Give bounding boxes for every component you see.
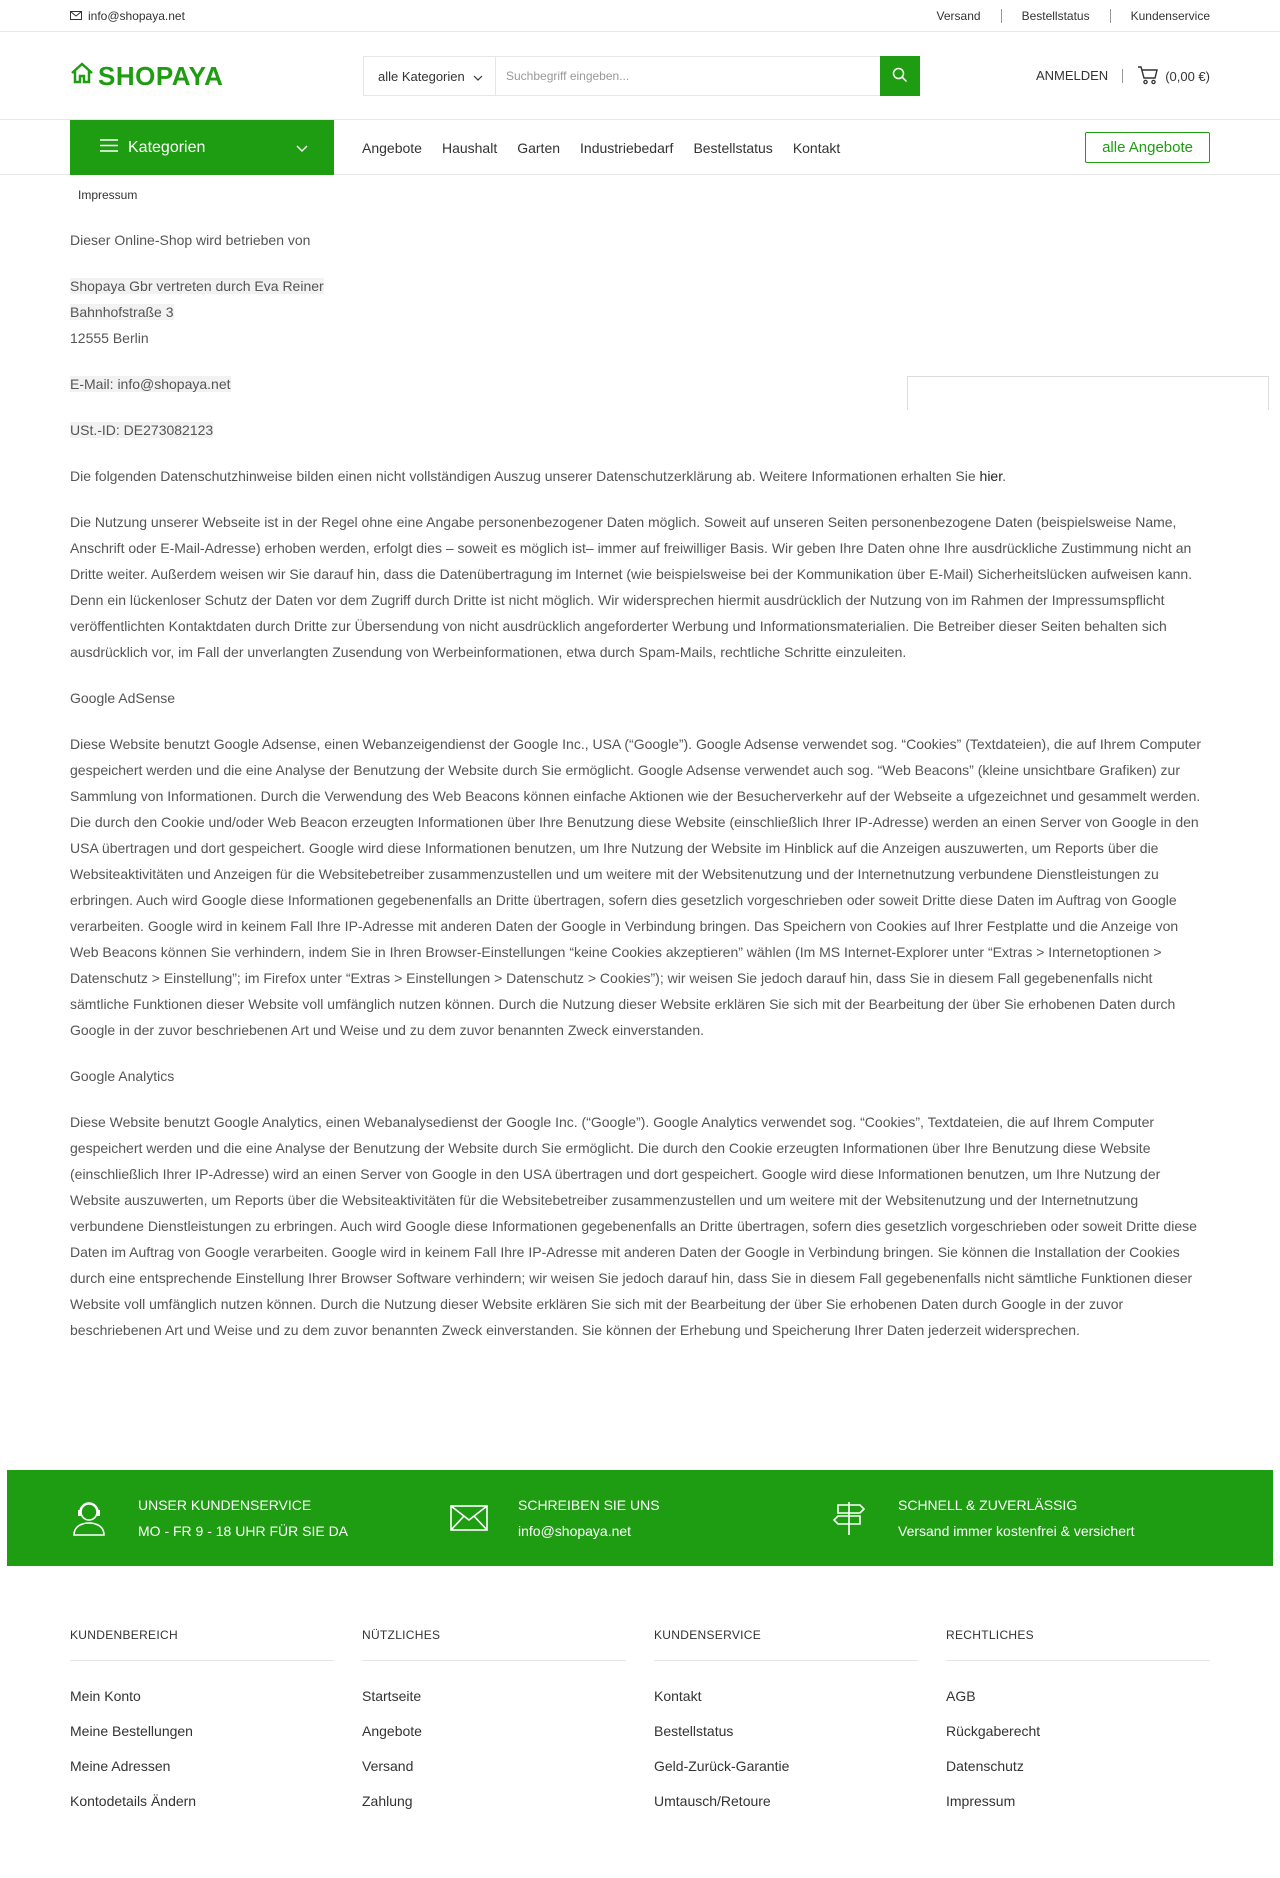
- nav-item-industriebedarf[interactable]: Industriebedarf: [580, 139, 674, 156]
- footer-column-title: KUNDENBEREICH: [70, 1628, 334, 1661]
- footer-column-nuetzliches: [362, 1628, 626, 1819]
- service-item-shipping: [830, 1492, 1210, 1544]
- nav-item-bestellstatus[interactable]: Bestellstatus: [693, 139, 773, 156]
- cart-button[interactable]: [1123, 65, 1210, 88]
- logo-text: SHOPAYA: [98, 60, 224, 91]
- topbar-link-bestellstatus[interactable]: Bestellstatus: [1001, 9, 1110, 23]
- house-icon: [70, 61, 94, 92]
- hamburger-icon: [100, 139, 118, 157]
- footer-column-kundenbereich: [70, 1628, 334, 1819]
- footer-link[interactable]: Meine Bestellungen: [70, 1723, 193, 1739]
- service-item-support: [70, 1492, 450, 1544]
- category-select[interactable]: [364, 57, 496, 95]
- footer-column-title: RECHTLICHES: [946, 1628, 1210, 1661]
- company-address: [70, 273, 1210, 351]
- categories-label: Kategorien: [128, 138, 206, 156]
- company-street: Bahnhofstraße 3: [70, 304, 174, 320]
- cart-icon: [1137, 65, 1159, 88]
- search-bar: [363, 56, 920, 96]
- nav-item-haushalt[interactable]: Haushalt: [441, 139, 498, 156]
- footer-link[interactable]: Kontodetails Ändern: [70, 1793, 197, 1809]
- footer-link[interactable]: Bestellstatus: [654, 1723, 734, 1739]
- cart-total: (0,00 €): [1165, 68, 1210, 84]
- service-support-text: MO - FR 9 - 18 UHR FÜR SIE DA: [138, 1523, 349, 1539]
- adsense-heading: Google AdSense: [70, 690, 176, 706]
- signpost-icon: [830, 1499, 890, 1537]
- footer-link[interactable]: Umtausch/Retoure: [654, 1793, 771, 1809]
- chevron-down-icon: [473, 69, 483, 84]
- envelope-icon: [70, 9, 82, 23]
- envelope-icon: [450, 1505, 510, 1531]
- analytics-heading: Google Analytics: [70, 1068, 175, 1084]
- service-shipping-text: Versand immer kostenfrei & versichert: [898, 1523, 1135, 1539]
- footer-column-title: KUNDENSERVICE: [654, 1628, 918, 1661]
- main-nav: [0, 120, 1280, 175]
- footer-link[interactable]: Geld-Zurück-Garantie: [654, 1758, 790, 1774]
- service-band: [7, 1470, 1273, 1566]
- company-name: Shopaya Gbr vertreten durch Eva Reiner: [70, 278, 324, 294]
- footer-link[interactable]: Versand: [362, 1758, 414, 1774]
- topbar-link-kundenservice[interactable]: Kundenservice: [1110, 9, 1210, 23]
- analytics-paragraph: Diese Website benutzt Google Analytics, einen Webanalysedienst der Google Inc. (“Google”). Google Analytics verwendet sog. “Cookies”, Textdateien, die auf Ihrem Computer gespeichert werden und die eine Analyse der Benutzung der Website durch Sie ermöglicht. Die durch den Cookie erzeugten Informationen über Ihre Benutzung diese Website (einschließlich Ihrer IP-Adresse) wird an einen Server von Google in den USA übertragen und dort gespeichert. Google wird diese Informationen benutzen, um Ihre Nutzung der Website auszuwerten, um Reports über die Websiteaktivitäten für die Websitebetreiber zusammenzustellen und um weitere mit der Websitenutzung und der Internetnutzung verbundene Dienstleistungen zu erbringen. Auch wird Google diese Informationen gegebenenfalls an Dritte übertragen, sofern dies gesetzlich vorgeschrieben oder soweit Dritte diese Daten im Auftrag von Google verarbeiten. Google wird in keinem Fall Ihre IP-Adresse mit anderen Daten der Google in Verbindung bringen. Sie können die Installation der Cookies durch eine entsprechende Einstellung Ihrer Browser Software verhindern; wir weisen Sie jedoch darauf hin, dass Sie in diesem Fall gegebenenfalls nicht sämtliche Funktionen dieser Website voll umfänglich nutzen können. Durch die Nutzung dieser Website erklären Sie sich mit der Bearbeitung der über Sie erhobenen Daten durch Google in der zuvor beschriebenen Art und Weise und zu dem zuvor benannten Zweck einverstanden. Sie können der Erhebung und Speicherung Ihrer Daten jederzeit widersprechen.: [70, 1114, 1197, 1338]
- footer-link[interactable]: Zahlung: [362, 1793, 413, 1809]
- search-icon: [892, 67, 908, 86]
- footer-link[interactable]: Rückgaberecht: [946, 1723, 1041, 1739]
- imprint-content: [70, 227, 1210, 1343]
- breadcrumb-current: Impressum: [78, 188, 138, 202]
- chevron-down-icon: [296, 139, 308, 157]
- topbar-email-text: info@shopaya.net: [88, 9, 185, 23]
- footer-column-kundenservice: [654, 1628, 918, 1819]
- logo[interactable]: [70, 61, 363, 92]
- service-write-title: SCHREIBEN SIE UNS: [518, 1497, 660, 1513]
- privacy-note-text: Die folgenden Datenschutzhinweise bilden einen nicht vollständigen Auszug unserer Datenschutzerklärung ab. Weitere Informationen erhalten Sie: [70, 468, 976, 484]
- service-write-text[interactable]: info@shopaya.net: [518, 1523, 632, 1539]
- adsense-paragraph: Diese Website benutzt Google Adsense, einen Webanzeigendienst der Google Inc., USA (“Google”). Google Adsense verwendet sog. “Cookies” (Textdateien), die auf Ihrem Computer gespeichert werden und die eine Analyse der Benutzung der Website durch Sie ermöglicht. Google Adsense verwendet auch sog. “Web Beacons” (kleine unsichtbare Grafiken) zur Sammlung von Informationen. Durch die Verwendung des Web Beacons können einfache Aktionen wie der Besucherverkehr auf der Webseite a ufgezeichnet und gesammelt werden. Die durch den Cookie und/oder Web Beacon erzeugten Informationen über Ihre Benutzung diese Website (einschließlich Ihrer IP-Adresse) werden an einen Server von Google in den USA übertragen und dort gespeichert. Google wird diese Informationen benutzen, um Ihre Nutzung der Website im Hinblick auf die Anzeigen auszuwerten, um Reports über die Websiteaktivitäten und Anzeigen für die Websitebetreiber zusammenzustellen und um weitere mit der Websitenutzung und der Internetnutzung verbundene Dienstleistungen zu erbringen. Auch wird Google diese Informationen gegebenenfalls an Dritte übertragen, sofern dies gesetzlich vorgeschrieben oder soweit Dritte diese Daten im Auftrag von Google verarbeiten. Google wird in keinem Fall Ihre IP-Adresse mit anderen Daten der Google in Verbindung bringen. Das Speichern von Cookies auf Ihrer Festplatte und die Anzeige von Web Beacons können Sie verhindern, indem Sie in Ihren Browser-Einstellungen “keine Cookies akzeptieren” wählen (Im MS Internet-Explorer unter “Extras > Internetoptionen > Datenschutz > Einstellung”; im Firefox unter “Extras > Einstellungen > Datenschutz > Cookies”); wir weisen Sie jedoch darauf hin, dass Sie in diesem Fall gegebenenfalls nicht sämtliche Funktionen dieser Website voll umfänglich nutzen können. Durch die Nutzung dieser Website erklären Sie sich mit der Bearbeitung der über Sie erhobenen Daten durch Google in der zuvor beschriebenen Art und Weise und zu dem zuvor benannten Zweck einverstanden.: [70, 736, 1201, 1038]
- site-header: [0, 32, 1280, 120]
- footer-link[interactable]: AGB: [946, 1688, 976, 1704]
- side-widget-frame: [907, 376, 1269, 410]
- site-footer: [0, 1566, 1280, 1878]
- footer-link[interactable]: Datenschutz: [946, 1758, 1024, 1774]
- service-shipping-title: SCHNELL & ZUVERLÄSSIG: [898, 1497, 1078, 1513]
- nav-item-angebote[interactable]: Angebote: [362, 139, 422, 156]
- company-vat: USt.-ID: DE273082123: [70, 422, 214, 438]
- nav-item-garten[interactable]: Garten: [517, 139, 561, 156]
- footer-link[interactable]: Angebote: [362, 1723, 422, 1739]
- company-email: E-Mail: info@shopaya.net: [70, 376, 231, 392]
- breadcrumb: [70, 175, 1210, 227]
- support-agent-icon: [70, 1499, 130, 1537]
- search-button[interactable]: [880, 56, 920, 96]
- footer-link[interactable]: Startseite: [362, 1688, 422, 1704]
- footer-link[interactable]: Meine Adressen: [70, 1758, 171, 1774]
- top-bar: [0, 0, 1280, 32]
- category-select-value: alle Kategorien: [378, 68, 465, 84]
- operator-intro: Dieser Online-Shop wird betrieben von: [70, 232, 311, 248]
- footer-column-rechtliches: [946, 1628, 1210, 1819]
- categories-button[interactable]: [70, 120, 334, 175]
- footer-column-title: NÜTZLICHES: [362, 1628, 626, 1661]
- nav-item-kontakt[interactable]: Kontakt: [792, 139, 841, 156]
- topbar-link-versand[interactable]: Versand: [936, 9, 981, 23]
- topbar-email[interactable]: [70, 9, 185, 23]
- footer-link[interactable]: Impressum: [946, 1793, 1016, 1809]
- footer-link[interactable]: Kontakt: [654, 1688, 702, 1704]
- company-city: 12555 Berlin: [70, 330, 149, 346]
- search-input[interactable]: [496, 57, 880, 95]
- service-item-write: [450, 1492, 830, 1544]
- privacy-note: Die folgenden Datenschutzhinweise bilden einen nicht vollständigen Auszug unserer Datenschutzerklärung ab. Weitere Informationen erhalten Sie hier.: [70, 468, 1006, 484]
- privacy-link[interactable]: hier: [979, 468, 1003, 484]
- service-support-title: UNSER KUNDENSERVICE: [138, 1497, 312, 1513]
- all-offers-button[interactable]: alle Angebote: [1085, 132, 1210, 163]
- footer-link[interactable]: Mein Konto: [70, 1688, 141, 1704]
- privacy-paragraph: Die Nutzung unserer Webseite ist in der Regel ohne eine Angabe personenbezogener Daten möglich. Soweit auf unseren Seiten personenbezogene Daten (beispielsweise Name, Anschrift oder E-Mail-Adresse) erhoben werden, erfolgt dies – soweit es möglich ist– immer auf freiwilliger Basis. Wir geben Ihre Daten ohne Ihre ausdrückliche Zustimmung nicht an Dritte weiter. Außerdem weisen wir Sie darauf hin, dass die Datenübertragung im Internet (wie beispielsweise bei der Kommunikation über E-Mail) Sicherheitslücken aufweisen kann. Denn ein lückenloser Schutz der Daten vor dem Zugriff durch Dritte ist nicht möglich. Wir widersprechen hiermit ausdrücklich der Nutzung von im Rahmen der Impressumspflicht veröffentlichten Kontaktdaten durch Dritte zur Übersendung von nicht ausdrücklich angeforderter Werbung und Informationsmaterialien. Die Betreiber dieser Seiten behalten sich ausdrücklich vor, im Fall der unverlangten Zusendung von Werbeinformationen, etwa durch Spam-Mails, rechtliche Schritte einzuleiten.: [70, 514, 1193, 660]
- login-link[interactable]: ANMELDEN: [1036, 69, 1123, 83]
